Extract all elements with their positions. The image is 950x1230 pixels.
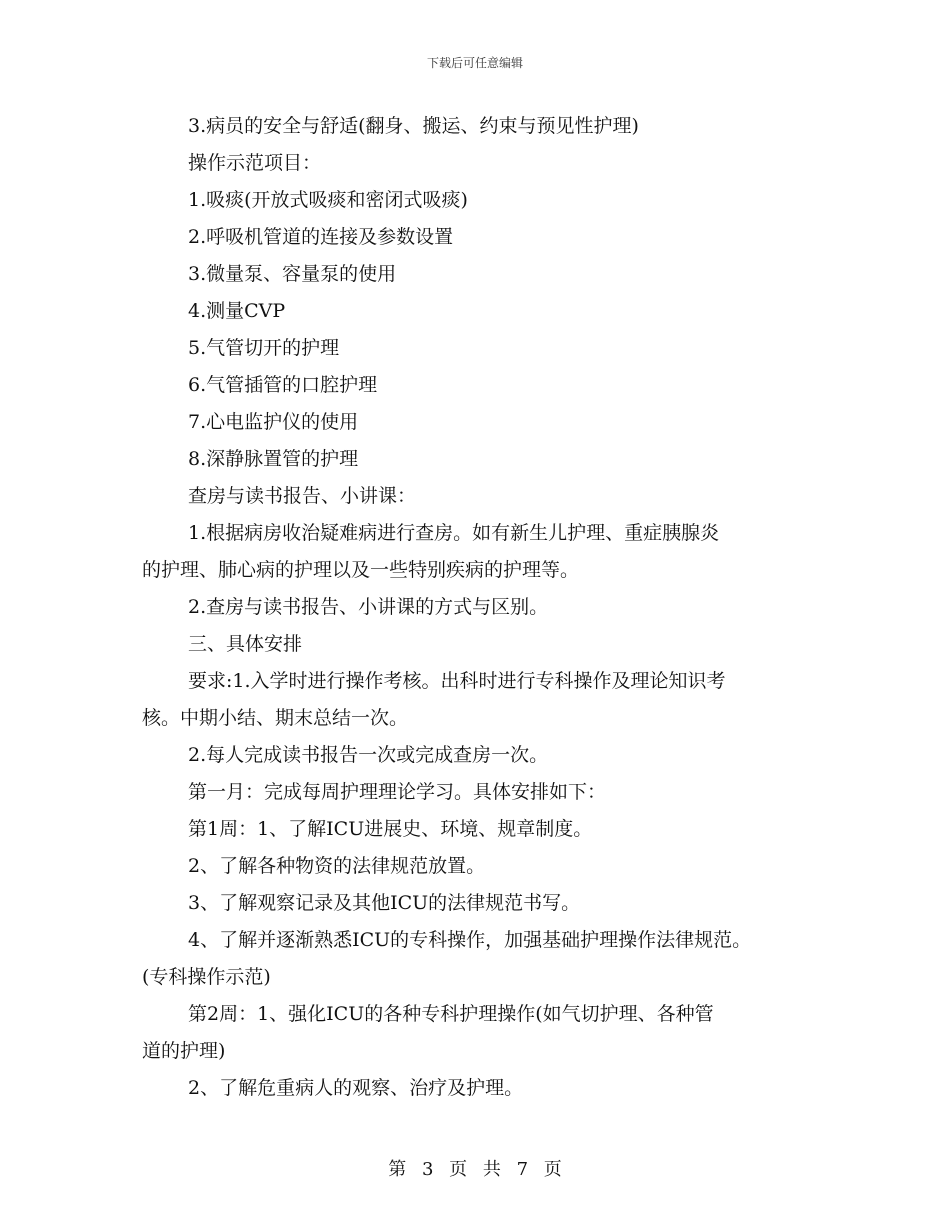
page-footer bbox=[0, 1155, 950, 1181]
paragraph-line: 2.每人完成读书报告一次或完成查房一次。 bbox=[188, 744, 549, 766]
section-heading: 查房与读书报告、小讲课： bbox=[188, 485, 417, 507]
list-item: 1.吸痰(开放式吸痰和密闭式吸痰) bbox=[188, 189, 468, 211]
paragraph-line: 道的护理) bbox=[142, 1040, 226, 1062]
total-pages: 7 bbox=[516, 1159, 529, 1180]
paragraph-line: 1.根据病房收治疑难病进行查房。如有新生儿护理、重症胰腺炎 bbox=[188, 522, 720, 544]
paragraph-line: 2.查房与读书报告、小讲课的方式与区别。 bbox=[188, 596, 549, 618]
paragraph-line: 第2周：1、强化ICU的各种专科护理操作(如气切护理、各种管 bbox=[188, 1003, 714, 1025]
list-item: 6.气管插管的口腔护理 bbox=[188, 374, 378, 396]
footer-ye: 页 bbox=[543, 1159, 562, 1180]
footer-ye: 页 bbox=[449, 1159, 468, 1180]
paragraph-line: 3.病员的安全与舒适(翻身、搬运、约束与预见性护理) bbox=[188, 115, 639, 137]
list-item: 5.气管切开的护理 bbox=[188, 337, 340, 359]
document-body bbox=[142, 108, 822, 1107]
paragraph-line: 3、了解观察记录及其他ICU的法律规范书写。 bbox=[188, 892, 581, 914]
list-item: 3.微量泵、容量泵的使用 bbox=[188, 263, 397, 285]
list-item: 2.呼吸机管道的连接及参数设置 bbox=[188, 226, 454, 248]
paragraph-line: 要求:1.入学时进行操作考核。出科时进行专科操作及理论知识考 bbox=[188, 670, 726, 692]
paragraph-line: (专科操作示范) bbox=[142, 966, 271, 988]
paragraph-line: 核。中期小结、期末总结一次。 bbox=[142, 707, 409, 729]
list-item: 7.心电监护仪的使用 bbox=[188, 411, 359, 433]
page-number: 3 bbox=[421, 1159, 434, 1180]
list-item: 8.深静脉置管的护理 bbox=[188, 448, 359, 470]
list-item: 4.测量CVP bbox=[188, 300, 286, 322]
paragraph-line: 2、了解各种物资的法律规范放置。 bbox=[188, 855, 486, 877]
paragraph-line: 第1周：1、了解ICU进展史、环境、规章制度。 bbox=[188, 818, 593, 840]
paragraph-line: 第一月：完成每周护理理论学习。具体安排如下： bbox=[188, 781, 607, 803]
section-heading: 三、具体安排 bbox=[188, 633, 303, 655]
footer-di: 第 bbox=[388, 1159, 407, 1180]
section-heading: 操作示范项目： bbox=[188, 152, 322, 174]
paragraph-line: 的护理、肺心病的护理以及一些特别疾病的护理等。 bbox=[142, 559, 580, 581]
footer-gong: 共 bbox=[482, 1159, 501, 1180]
paragraph-line: 2、了解危重病人的观察、治疗及护理。 bbox=[188, 1077, 524, 1099]
page-header: 下载后可任意编辑 bbox=[426, 56, 523, 70]
paragraph-line: 4、了解并逐渐熟悉ICU的专科操作，加强基础护理操作法律规范。 bbox=[188, 929, 752, 951]
